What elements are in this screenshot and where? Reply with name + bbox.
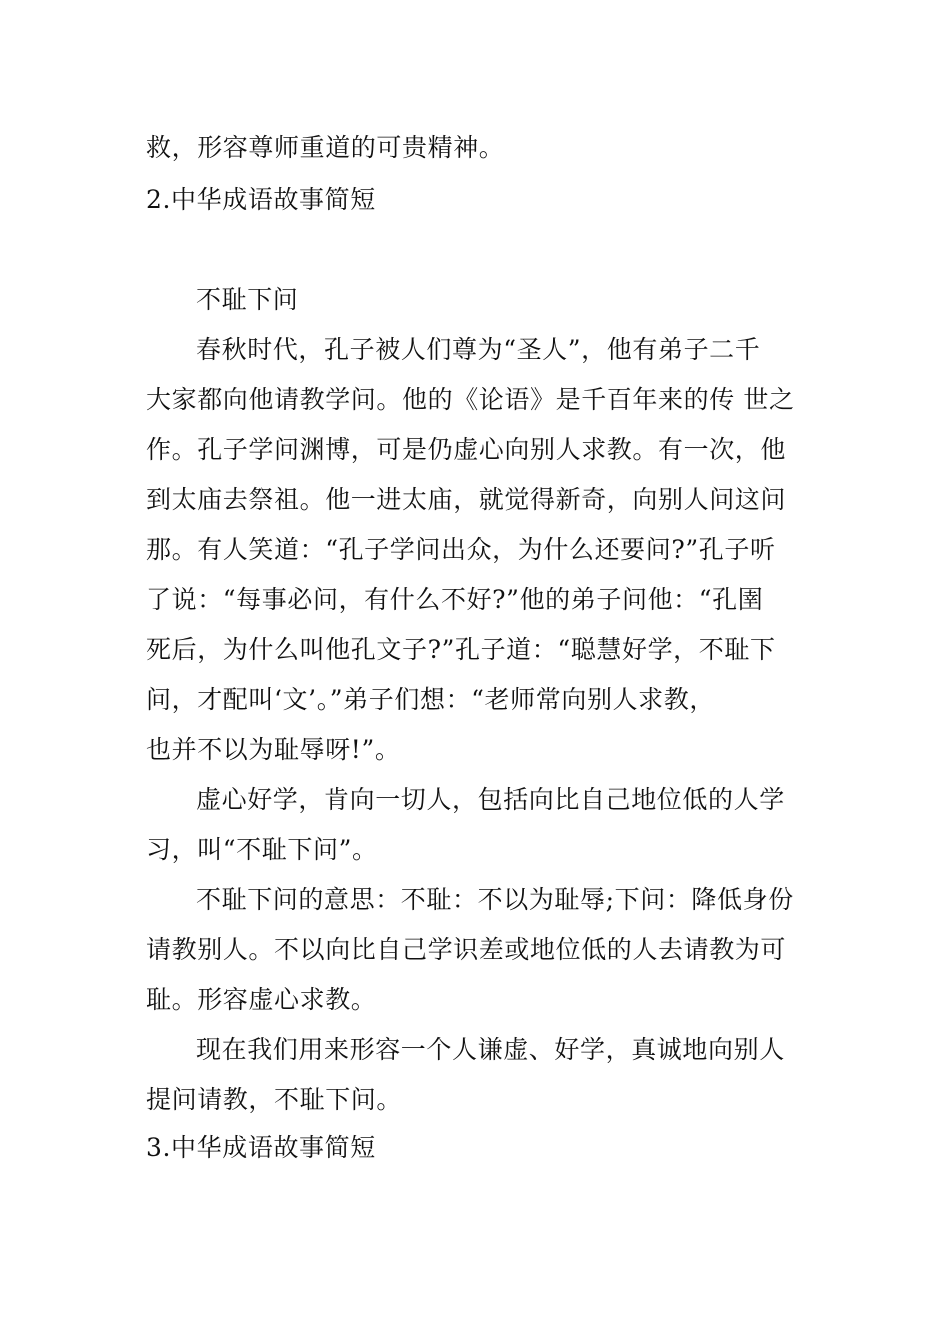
paragraph-line: 虚心好学，肯向一切人，包括向比自己地位低的人学 bbox=[196, 785, 785, 814]
paragraph-line: 了说：“每事必问，有什么不好?”他的弟子问他：“孔圉 bbox=[146, 585, 764, 614]
paragraph-line: 现在我们用来形容一个人谦虚、好学，真诚地向别人 bbox=[196, 1035, 785, 1064]
paragraph-line: 大家都向他请教学问。他的《论语》是千百年来的传 世之 bbox=[146, 385, 795, 414]
paragraph-line: 救，形容尊师重道的可贵精神。 bbox=[146, 133, 505, 162]
paragraph-line: 耻。形容虚心求教。 bbox=[146, 985, 377, 1014]
paragraph-line: 提问请教，不耻下问。 bbox=[146, 1085, 403, 1114]
story-title: 不耻下问 bbox=[196, 285, 299, 314]
section-heading: 2.中华成语故事简短 bbox=[146, 185, 376, 214]
paragraph-line: 问，才配叫‘文’。”弟子们想：“老师常向别人求教， bbox=[146, 685, 715, 714]
paragraph-line: 作。孔子学问渊博，可是仍虚心向别人求教。有一次，他 bbox=[146, 435, 787, 464]
paragraph-line: 不耻下问的意思：不耻：不以为耻辱;下问：降低身份 bbox=[196, 885, 794, 914]
paragraph-line: 也并不以为耻辱呀!”。 bbox=[146, 735, 401, 764]
paragraph-line: 死后，为什么叫他孔文子?”孔子道：“聪慧好学，不耻下 bbox=[146, 635, 776, 664]
paragraph-line: 习，叫“不耻下问”。 bbox=[146, 835, 378, 864]
section-heading: 3.中华成语故事简短 bbox=[146, 1133, 376, 1162]
paragraph-line: 请教别人。不以向比自己学识差或地位低的人去请教为可 bbox=[146, 935, 787, 964]
paragraph-line: 到太庙去祭祖。他一进太庙，就觉得新奇，向别人问这问 bbox=[146, 485, 787, 514]
paragraph-line: 那。有人笑道：“孔子学问出众，为什么还要问?”孔子听 bbox=[146, 535, 776, 564]
paragraph-line: 春秋时代，孔子被人们尊为“圣人”，他有弟子二千 bbox=[196, 335, 761, 364]
